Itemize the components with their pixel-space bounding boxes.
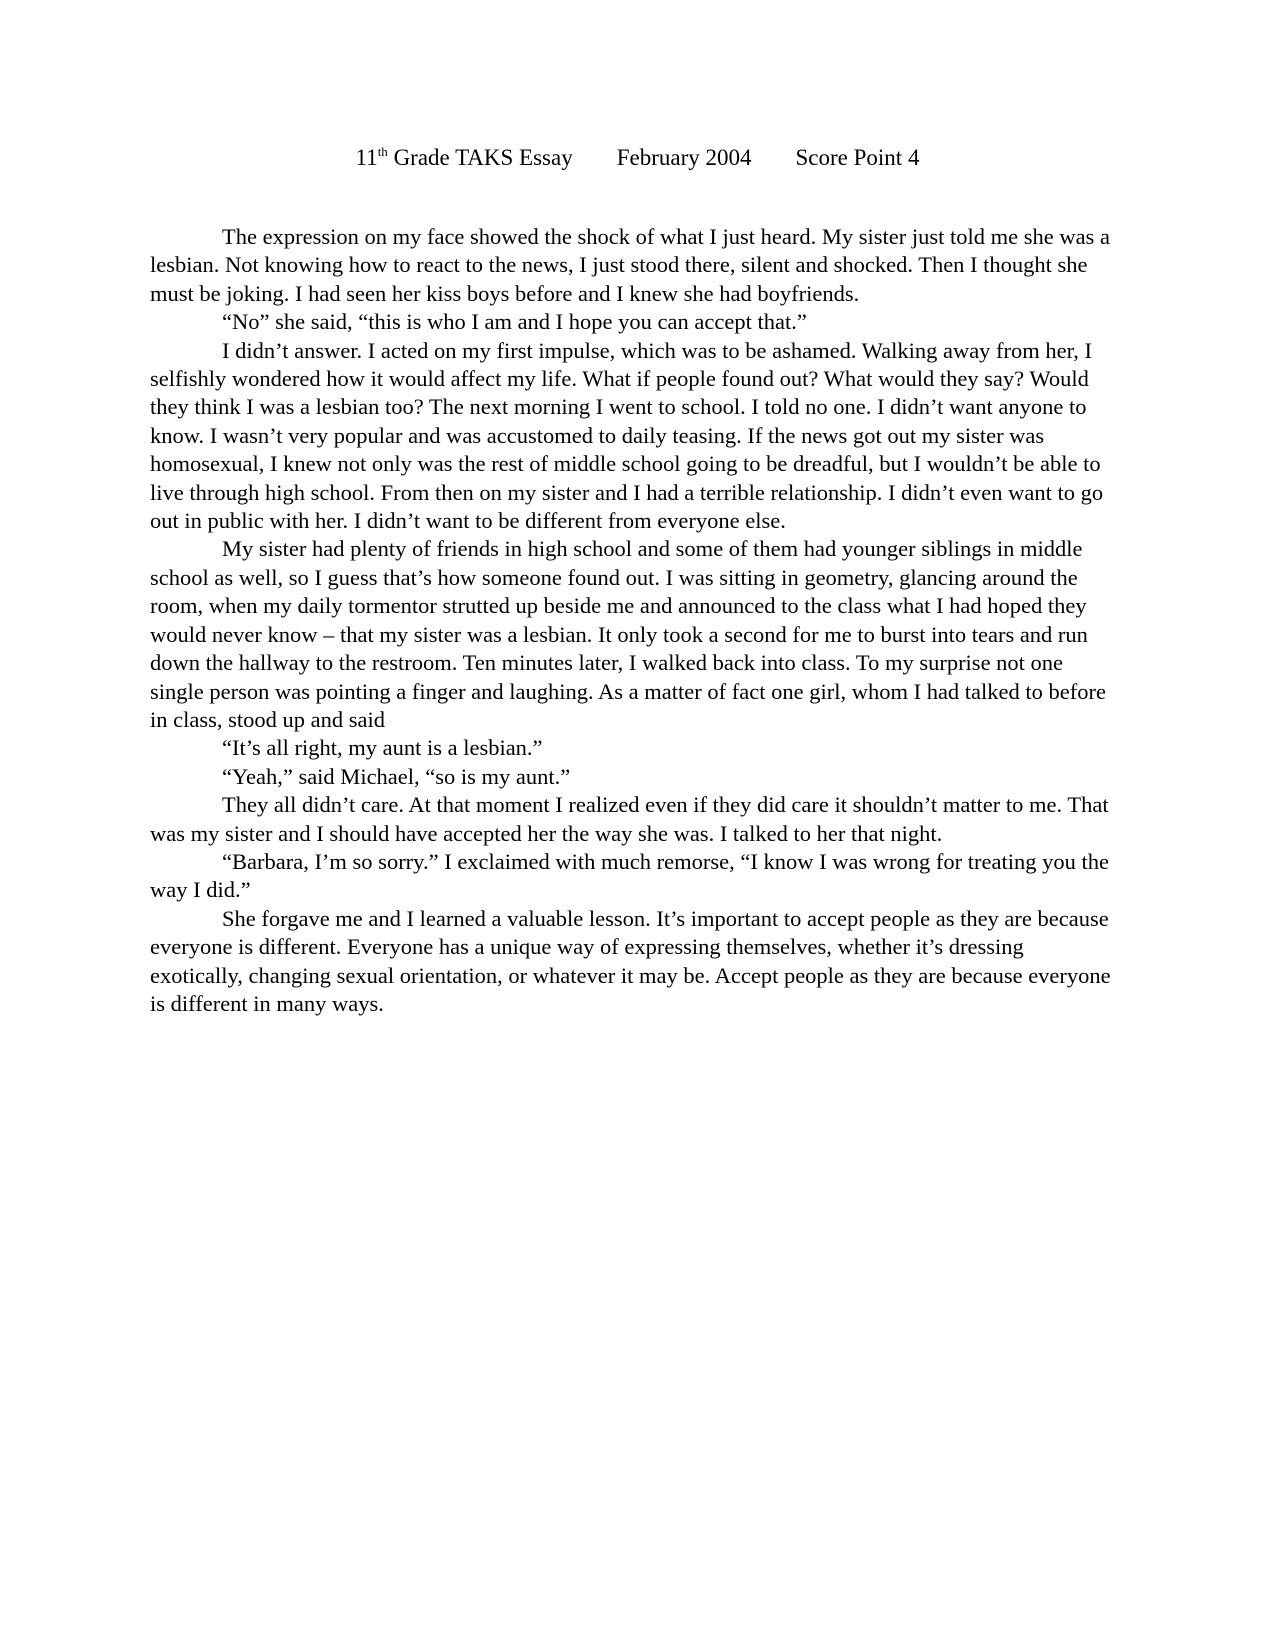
essay-paragraph: They all didn’t care. At that moment I realized even if they did care it shouldn’t matter to me. That was my sister and I should have accepted her the way she was. I talked to her that night. — [150, 792, 1109, 846]
document-header — [0, 143, 1275, 173]
grade-number: 11 — [355, 145, 378, 170]
header-date: February 2004 — [616, 145, 752, 170]
essay-paragraph: My sister had plenty of friends in high school and some of them had younger siblings in middle school as well, so I guess that’s how someone found out. I was sitting in geometry, glancing around the room, when my daily tormentor strutted up beside me and announced to the class what I had hoped they would never know – that my sister was a lesbian. It only took a second for me to burst into tears and run down the hallway to the restroom. Ten minutes later, I walked back into class. To my surprise not one single person was pointing a finger and laughing. As a matter of fact one girl, whom I had talked to before in class, stood up and said — [150, 536, 1106, 732]
grade-rest: Grade TAKS Essay — [387, 145, 573, 170]
header-score: Score Point 4 — [795, 145, 920, 170]
essay-paragraph: She forgave me and I learned a valuable lesson. It’s important to accept people as they are because everyone is different. Everyone has a unique way of expressing themselves, whether it’s dressing exotically, changing sexual orientation, or whatever it may be. Accept people as they are because everyone is different in many ways. — [150, 905, 1111, 1016]
essay-paragraph: “It’s all right, my aunt is a lesbian.” — [222, 735, 543, 761]
grade-label — [356, 145, 573, 170]
essay-body — [150, 223, 1120, 1018]
essay-paragraph: “Yeah,” said Michael, “so is my aunt.” — [222, 763, 571, 789]
essay-paragraph: “No” she said, “this is who I am and I hope you can accept that.” — [222, 309, 807, 335]
essay-paragraph: The expression on my face showed the shock of what I just heard. My sister just told me she was a lesbian. Not knowing how to react to the news, I just stood there, silent and shocked. Then I thought she must be joking. I had seen her kiss boys before and I knew she had boyfriends. — [150, 224, 1110, 306]
essay-paragraph: “Barbara, I’m so sorry.” I exclaimed with much remorse, “I know I was wrong for treating you the way I did.” — [150, 848, 1109, 903]
essay-paragraph: I didn’t answer. I acted on my first impulse, which was to be ashamed. Walking away from her, I selfishly wondered how it would affect my life. What if people found out? What would they say? Would they think I was a lesbian too? The next morning I went to school. I told no one. I didn’t want anyone to know. I wasn’t very popular and was accustomed to daily teasing. If the news got out my sister was homosexual, I knew not only was the rest of middle school going to be dreadful, but I wouldn’t be able to live through high school. From then on my sister and I had a terrible relationship. I didn’t even want to go out in public with her. I didn’t want to be different from everyone else. — [150, 337, 1104, 534]
grade-suffix: th — [377, 144, 388, 159]
